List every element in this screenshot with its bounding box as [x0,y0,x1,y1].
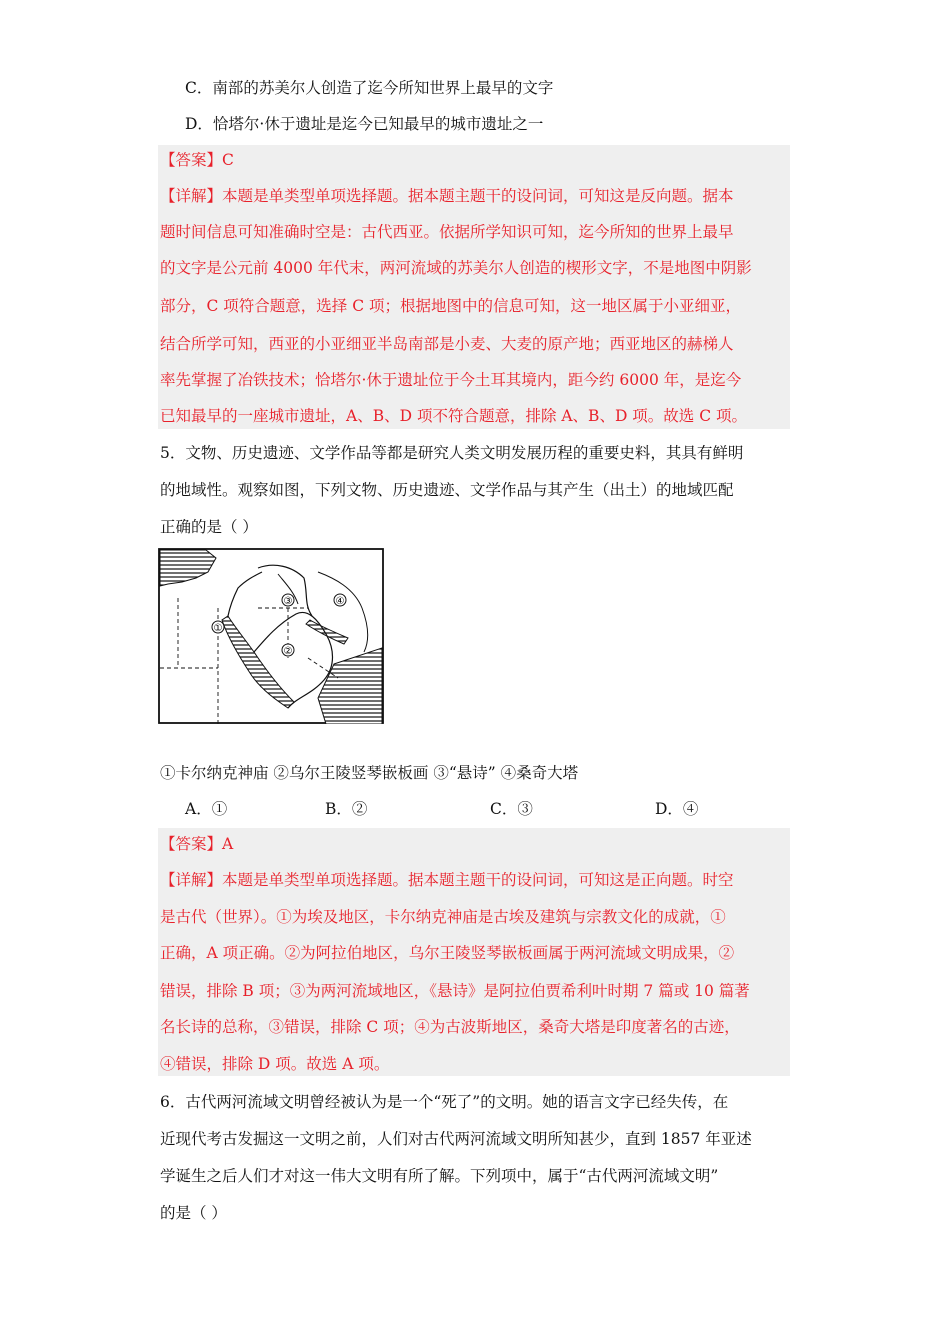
middle-east-map [158,548,384,724]
map-label-1: ① [213,623,223,634]
q6-stem-line: 学诞生之后人们才对这一伟大文明有所了解。下列项中，属于“古代两河流域文明” [160,1167,719,1185]
q6-stem-line: 的是（ ） [160,1204,227,1222]
q5-stem-line: 正确的是（ ） [160,518,258,536]
q5-detail-line: 【详解】本题是单类型单项选择题。据本题主题干的设问词，可知这是正向题。时空 [160,871,734,889]
q6-stem-line: 近现代考古发掘这一文明之前，人们对古代两河流域文明所知甚少，直到 1857 年亚述 [160,1130,752,1148]
q5-detail-line: 是古代（世界）。①为埃及地区，卡尔纳克神庙是古埃及建筑与宗教文化的成就，① [160,908,726,926]
map-label-2: ② [283,646,293,657]
q5-choice-a: A．① [185,800,228,818]
q4-detail-line: 题时间信息可知准确时空是：古代西亚。依据所学知识可知，迄今所知的世界上最早 [160,223,734,241]
q5-choice-d: D．④ [655,800,699,818]
q4-detail-line: 的文字是公元前 4000 年代末，两河流域的苏美尔人创造的楔形文字，不是地图中阴影 [160,259,752,277]
q4-option-d: D．恰塔尔·休于遗址是迄今已知最早的城市遗址之一 [185,115,544,133]
q5-detail-line: 错误，排除 B 项；③为两河流域地区，《悬诗》是阿拉伯贾希利叶时期 7 篇或 10 篇著 [160,982,750,1000]
q5-answer: 【答案】A [160,835,234,853]
q4-detail-line: 已知最早的一座城市遗址，A、B、D 项不符合题意，排除 A、B、D 项。故选 C 项。 [160,407,748,425]
q5-items: ①卡尔纳克神庙 ②乌尔王陵竖琴嵌板画 ③“悬诗” ④桑奇大塔 [160,764,579,782]
q5-detail-line: ④错误，排除 D 项。故选 A 项。 [160,1055,390,1073]
q5-detail-line: 正确，A 项正确。②为阿拉伯地区，乌尔王陵竖琴嵌板画属于两河流域文明成果，② [160,944,735,962]
q4-detail-line: 结合所学可知，西亚的小亚细亚半岛南部是小麦、大麦的原产地；西亚地区的赫梯人 [160,335,734,353]
q6-stem-line: 6．古代两河流域文明曾经被认为是一个“死了”的文明。她的语言文字已经失传，在 [160,1093,729,1111]
q5-detail-line: 名长诗的总称，③错误，排除 C 项；④为古波斯地区，桑奇大塔是印度著名的古迹， [160,1018,740,1036]
q4-detail-line: 率先掌握了冶铁技术；恰塔尔·休于遗址位于今土耳其境内，距今约 6000 年，是迄今 [160,371,742,389]
q4-option-c: C．南部的苏美尔人创造了迄今所知世界上最早的文字 [185,79,554,97]
q5-choice-b: B．② [325,800,368,818]
q4-detail-line: 部分，C 项符合题意，选择 C 项；根据地图中的信息可知，这一地区属于小亚细亚， [160,297,742,315]
q5-stem-line: 5．文物、历史遗迹、文学作品等都是研究人类文明发展历程的重要史料，其具有鲜明 [160,444,744,462]
map-label-4: ④ [335,596,345,607]
q5-choice-c: C．③ [490,800,533,818]
q4-answer: 【答案】C [160,151,234,169]
q5-stem-line: 的地域性。观察如图，下列文物、历史遗迹、文学作品与其产生（出土）的地域匹配 [160,481,734,499]
q4-detail-line: 【详解】本题是单类型单项选择题。据本题主题干的设问词，可知这是反向题。据本 [160,187,734,205]
map-label-3: ③ [283,596,293,607]
